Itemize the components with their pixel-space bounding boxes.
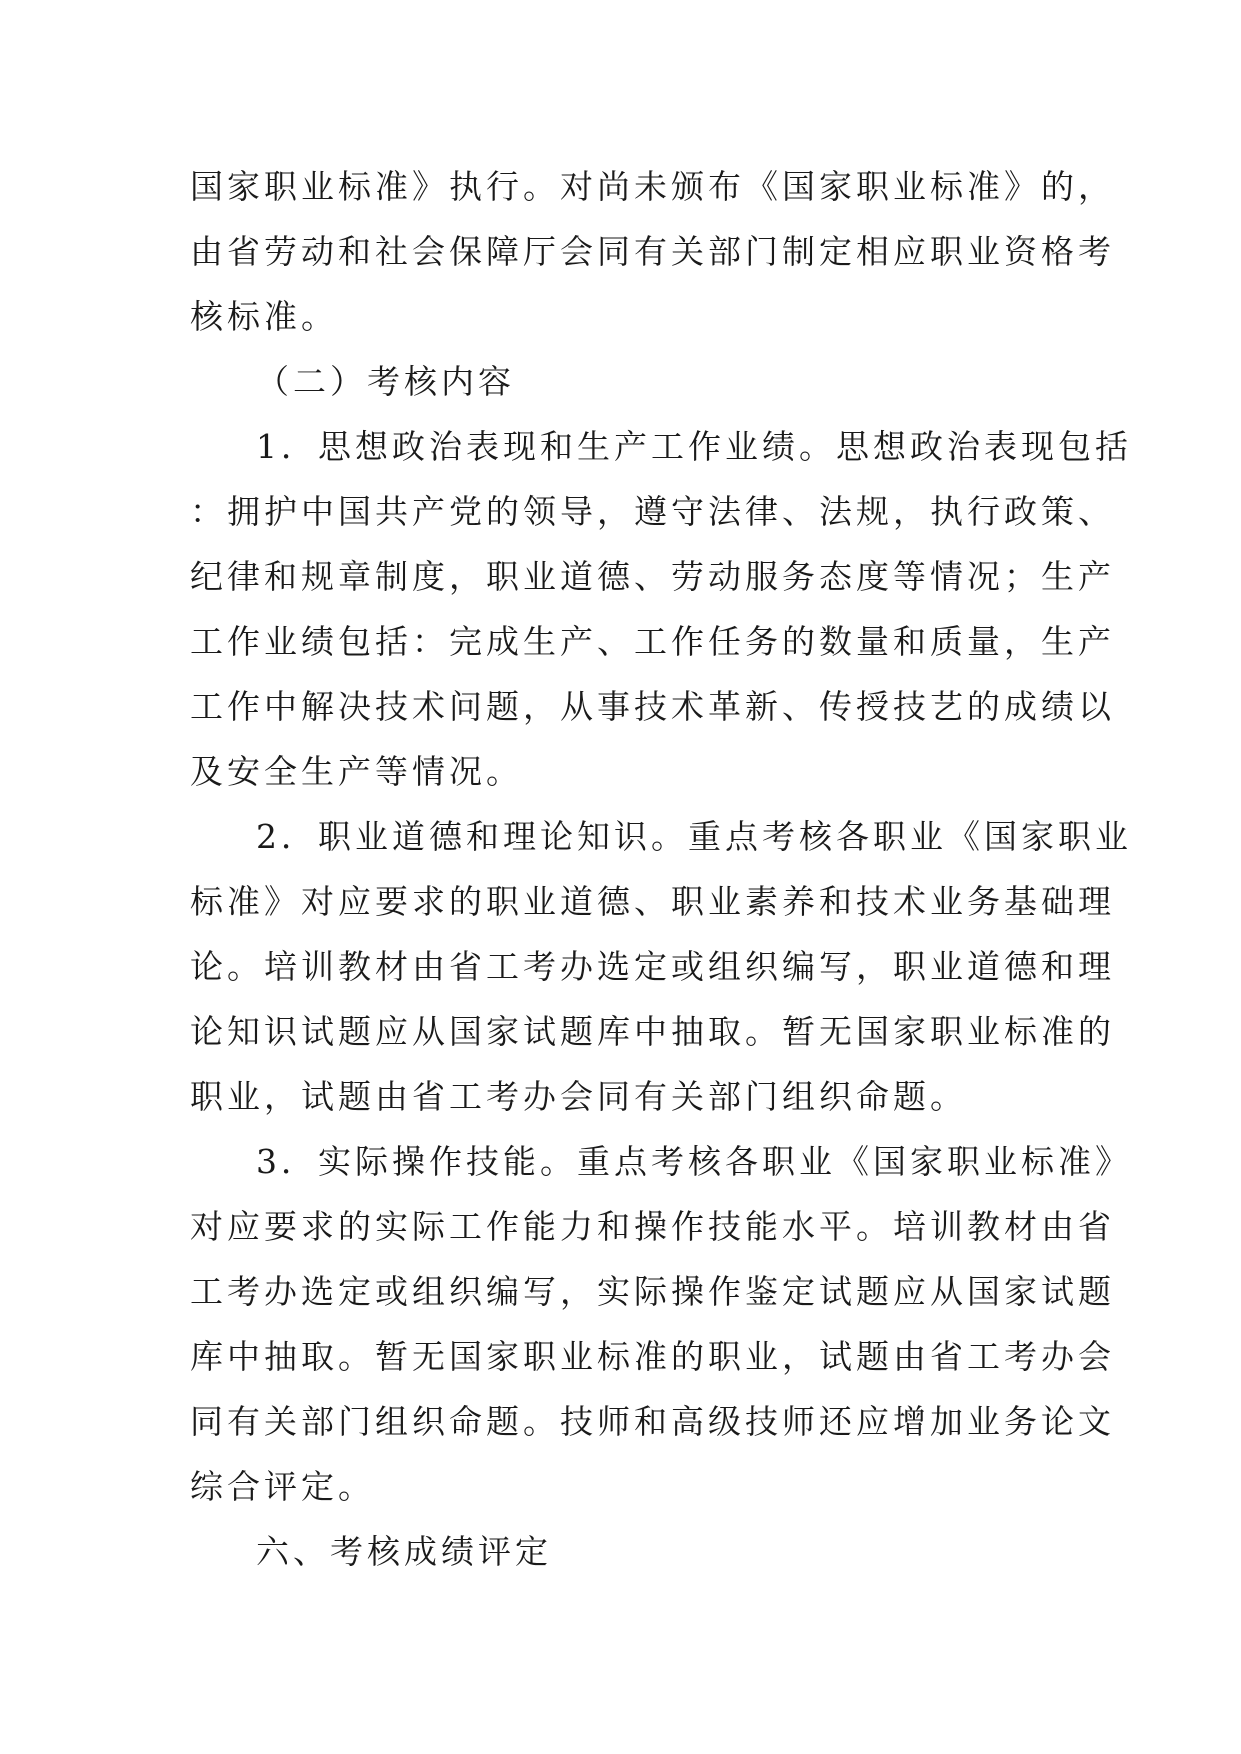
- text-line: 对应要求的实际工作能力和操作技能水平。培训教材由省: [190, 1207, 1115, 1246]
- text-line: 职业，试题由省工考办会同有关部门组织命题。: [190, 1077, 967, 1116]
- text-line: 同有关部门组织命题。技师和高级技师还应增加业务论文: [190, 1402, 1115, 1441]
- text-line: ：拥护中国共产党的领导，遵守法律、法规，执行政策、: [190, 492, 1115, 531]
- section-heading: 六、考核成绩评定: [256, 1532, 552, 1571]
- text-line: 核标准。: [190, 297, 338, 336]
- paragraph-start: 1．思想政治表现和生产工作业绩。思想政治表现包括: [256, 427, 1132, 466]
- text-line: 纪律和规章制度，职业道德、劳动服务态度等情况；生产: [190, 557, 1115, 596]
- text-line: 库中抽取。暂无国家职业标准的职业，试题由省工考办会: [190, 1337, 1115, 1376]
- text-line: 及安全生产等情况。: [190, 752, 523, 791]
- text-line: 论。培训教材由省工考办选定或组织编写，职业道德和理: [190, 947, 1115, 986]
- text-line: 标准》对应要求的职业道德、职业素养和技术业务基础理: [190, 882, 1115, 921]
- document-body: [190, 154, 1132, 1584]
- text-line: 工考办选定或组织编写，实际操作鉴定试题应从国家试题: [190, 1272, 1115, 1311]
- text-line: 论知识试题应从国家试题库中抽取。暂无国家职业标准的: [190, 1012, 1115, 1051]
- subsection-heading: （二）考核内容: [256, 362, 515, 401]
- text-line: 工作业绩包括：完成生产、工作任务的数量和质量，生产: [190, 622, 1115, 661]
- text-line: 由省劳动和社会保障厅会同有关部门制定相应职业资格考: [190, 232, 1115, 271]
- text-line: 国家职业标准》执行。对尚未颁布《国家职业标准》的，: [190, 167, 1115, 206]
- paragraph-start: 2．职业道德和理论知识。重点考核各职业《国家职业: [256, 817, 1132, 856]
- paragraph-start: 3．实际操作技能。重点考核各职业《国家职业标准》: [256, 1142, 1132, 1181]
- text-line: 工作中解决技术问题，从事技术革新、传授技艺的成绩以: [190, 687, 1115, 726]
- text-line: 综合评定。: [190, 1467, 375, 1506]
